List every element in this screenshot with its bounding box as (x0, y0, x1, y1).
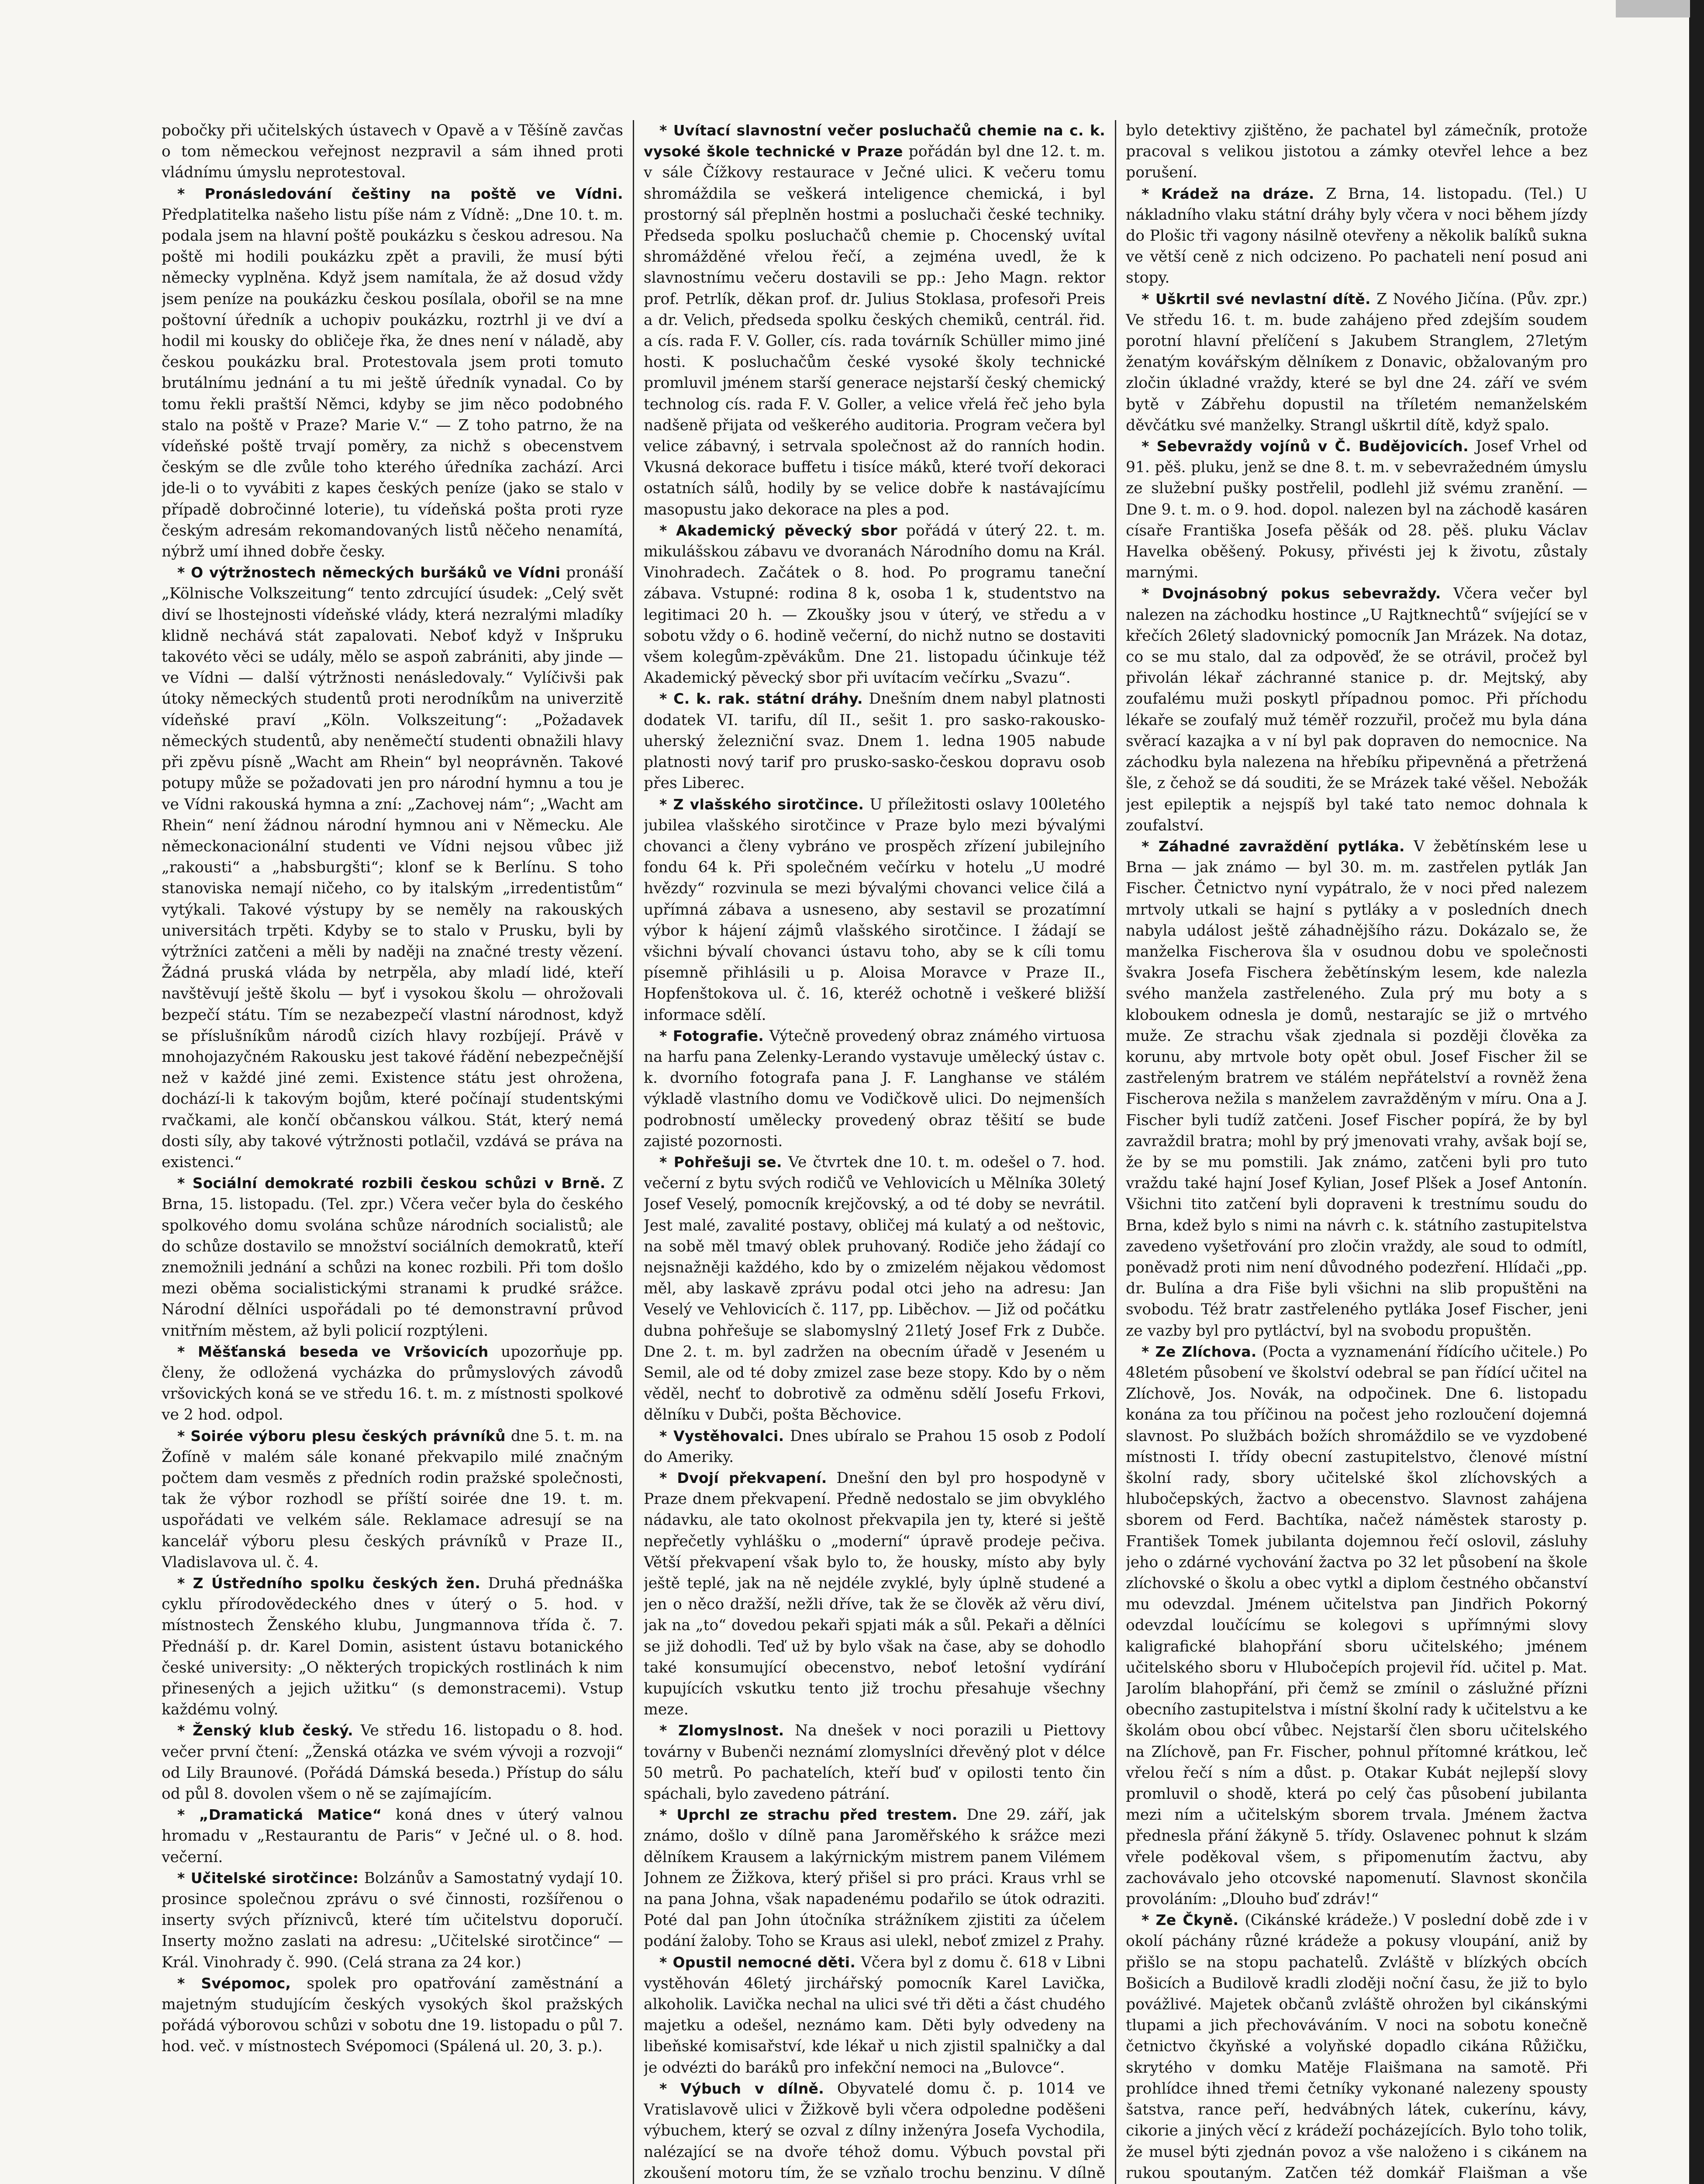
article-paragraph (162, 562, 623, 1173)
article-heading: * Fotografie. (659, 1027, 764, 1044)
article-paragraph (1126, 1910, 1587, 2184)
article-heading: * Pohřešuji se. (659, 1153, 782, 1171)
scan-edge (1689, 0, 1704, 2184)
article-heading: * Vystěhovalci. (659, 1427, 784, 1444)
article-text: Ve čtvrtek dne 10. t. m. odešel o 7. hod. večerní z bytu svých rodičů ve Vehlovicích u Mělníka 30letý Josef Veselý, pomocník krejčovský, a od té doby se nevrátil. Jest malé, zavalité postavy, obličej má kulatý a od neštovic, na sobě měl tmavý oblek pruhovaný. Rodiče jeho žádají co nejsnažněji každého, kdo by o zmizelém nějakou vědomost měl, aby laskavě zprávu podal otci jeho na adresu: Jan Veselý ve Vehlovicích č. 117, pp. Liběchov. — Již od počátku dubna pohřešuje se slabomyslný 21letý Josef Frk z Dubče. Dne 2. t. m. byl zadržen na obecním úřadě v Jeseném u Semil, ale od té doby zmizel zase beze stopy. Kdo by o něm věděl, nechť to dobrotivě za odměnu sdělí Josefu Frkovi, dělníku v Dubči, pošta Běchovice. (644, 1153, 1105, 1424)
article-paragraph (644, 1426, 1105, 1468)
article-text: koná dnes v úterý valnou hromadu v „Restaurantu de Paris“ v Ječné ul. o 8. hod. večerní. (162, 1806, 623, 1866)
article-heading: * Svépomoc, (177, 1974, 291, 1992)
article-heading: * Soirée výboru plesu českých právníků (177, 1427, 506, 1444)
article-paragraph (644, 1026, 1105, 1152)
article-heading: * Zlomyslnost. (659, 1722, 784, 1739)
article-text: Bolzánův a Samostatný vydají 10. prosince společnou zprávu o své činnosti, rozšířenou o inserty svých příznivců, které tím učitelstvu doporučí. Inserty možno zaslati na adresu: „Učitelské sirotčince“ — Král. Vinohrady č. 990. (Celá strana za 24 kor.) (162, 1869, 623, 1971)
article-heading: * Uprchl ze strachu před trestem. (659, 1806, 958, 1824)
article-text: dne 5. t. m. na Žofíně v malém sále konané překvapilo milé značným počtem dam vesměs z předních rodin pražské společnosti, tak že výbor rozhodl se příští soirée dne 19. t. m. uspořádati ve velkém sále. Reklamace adresují se na kancelář výboru plesu českých právníků v Praze II., Vladislavova ul. č. 4. (162, 1427, 623, 1571)
article-text: bylo detektivy zjištěno, že pachatel byl zámečník, protože pracoval s velikou jistotou a zámky otevřel lehce a bez porušení. (1126, 122, 1587, 182)
article-text: Z Brna, 15. listopadu. (Tel. zpr.) Včera večer byla do českého spolkového domu svolána schůze národních socialistů; ale do schůze dostavilo se množství sociálních demokratů, kteří znemožnili jednání a schůzi na konec rozbili. Při tom došlo mezi oběma socialistickými stranami k prudké srážce. Národní dělníci uspořádali po té demonstravní průvod vnitřním městem, až byli policií rozptýleni. (162, 1175, 623, 1340)
article-paragraph (162, 1426, 623, 1573)
article-heading: * Dvojnásobný pokus sebevraždy. (1142, 585, 1441, 602)
article-text: Ve středu 16. listopadu o 8. hod. večer první čtení: „Ženská otázka ve svém vývoji a rozvoji“ od Lily Braunové. (Pořádá Dámská beseda.) Přístup do sálu od půl 8. dovolen všem o ně se zajímajícím. (162, 1722, 623, 1803)
article-paragraph (162, 1573, 623, 1720)
article-heading: * Dvojí překvapení. (659, 1469, 827, 1486)
article-text: Obyvatelé domu č. p. 1014 ve Vratislavově ulici v Žižkově byli včera odpoledne poděšeni výbuchem, který se ozval z dílny inženýra Josefa Vychodila, nalézající se na dvoře téhož domu. Výbuch povstal při zkoušení motoru tím, že se vzňalo trochu benzinu. V dílně (644, 2080, 1105, 2182)
article-text: Dnešní den byl pro hospodyně v Praze dnem překvapení. Předně nedostalo se jim obvyklého nádavku, ale tato okolnost překvapila jen ty, které si ještě nepřečetly vyhlášku o „moderní“ úpravě prodeje pečiva. Větší překvapení však bylo to, že housky, místo aby byly ještě teplé, jak na ně nejdéle zvyklé, byly úplně studené a jen o něco dražší, nežli dříve, tak že se člověk až věru diví, jak na „to“ dovedou pekaři spjati mák a sůl. Pekaři a dělníci se již dohodli. Teď už by bylo však na čase, aby se dohodlo také konsumující obecenstvo, neboť letošní vydírání kupujících vskutku tento již trochu přesahuje všechny meze. (644, 1469, 1105, 1719)
article-text: Dnes ubíralo se Prahou 15 osob z Podolí do Ameriky. (644, 1427, 1105, 1466)
article-text: (Pocta a vyznamenání řídícího učitele.) Po 48letém působení ve školství odebral se pan řídící učitel na Zlíchově, Jos. Novák, na odpočinek. Dne 6. listopadu konána za tou příčinou na počest jeho rozloučení dojemná slavnost. Po službách božích shromáždilo se ve vyzdobené místnosti I. třídy obecní zastupitelstvo, členové místní školní rady, sbory učitelské škol zlíchovských a hlubočepských, žactvo a obecenstvo. Slavnost zahájena sborem od Ferd. Bachtíka, načež náměstek starosty p. František Tomek jubilanta dojemnou řečí oslovil, zásluhy jeho o zdárné vychování žactva po 32 let působení na škole zlíchovské o školu a obec vytkl a diplom čestného občanství mu odevzdal. Jménem učitelstva pan Jindřich Pokorný odevzdal loučícímu se kolegovi s upřímnými slovy kaligrafické blahopřání sboru učitelského; jménem učitelského sboru v Hlubočepích projevil říd. učitel p. Mat. Jarolím blahopřání, při čemž se zmínil o záslužné přízni obecního zastupitelstva i místní školní rady k učitelstvu a ke školám obou obcí vůbec. Nejstarší člen sboru učitelského na Zlíchově, pan Fr. Fischer, pohnul přítomné krátkou, leč vřelou řečí s ním a důst. p. Otakar Kubát nejlepší slovy promluvil o shodě, která po celý čas působení jubilanta mezi ním a učitelským sborem trvala. Jménem žactva přednesla přání žákyně 5. třídy. Oslavenec pohnut k slzám vřele poděkoval všem, s připomenutím žactvu, aby zachovávalo jeho otcovské napomenutí. Slavnost skončila provoláním: „Dlouho buď zdráv!“ (1126, 1343, 1587, 1908)
article-text: Předplatitelka našeho listu píše nám z Vídně: „Dne 10. t. m. podala jsem na hlavní poště poukázku s českou adresou. Na poště mi hodili poukázku zpět a pravili, že musí býti německy vyplněna. Když jsem namítala, že až dosud vždy jsem peníze na poukázku českou posílala, obořil se na mne poštovní úředník a uchopiv poukázku, roztrhl ji ve dví a hodil mi kousky do obličeje řka, že dnes není v náladě, aby českou poukázku bral. Protestovala jsem proti tomuto brutálnímu jednání a tu mi ještě úředník vynadal. Co by tomu řekli praštší Němci, kdyby se jim něco podobného stalo na poště v Praze? Marie V.“ — Z toho patrno, že na vídeňské poště trvají poměry, za nichž s obecenstvem českým se dle zvůle toho kterého úředníka zachází. Arci jde-li o to vyvábiti z kapes českých peníze (jako se stalo v případě dobročinné loterie), tu vídeňská pošta proti ryze českým adresám rekomandovaných listů něčeho nenamítá, nýbrž umí ihned dobře česky. (162, 206, 623, 561)
article-text: Dne 29. září, jak známo, došlo v dílně pana Jaroměřského k srážce mezi dělníkem Krausem a lakýrnickým mistrem panem Vilémem Johnem ze Žižkova, který přišel si pro práci. Kraus vrhl se na pana Johna, však napadenému podařilo se útok odraziti. Poté dal pan John útočníka strážníkem zjistiti za účelem podání žaloby. Toho se Kraus asi ulekl, neboť zmizel z Prahy. (644, 1806, 1105, 1950)
article-heading: * „Dramatická Matice“ (177, 1806, 382, 1824)
article-paragraph (644, 688, 1105, 794)
article-text: Druhá přednáška cyklu přírodovědeckého dnes v úterý o 5. hod. v místnostech Ženského klubu, Jungmannova třída č. 7. Přednáší p. dr. Karel Domin, asistent ústavu botanického české university: „O některých tropických rostlinách k nim přinesených a jejich užitku“ (s demonstracemi). Vstup každému volný. (162, 1575, 623, 1719)
article-heading: * Sebevraždy vojínů v Č. Budějovicích. (1142, 438, 1469, 455)
column-rule (1115, 120, 1116, 2184)
article-heading: * Ženský klub český. (177, 1722, 353, 1739)
article-text: pronáší „Kölnische Volkszeitung“ tento zdrcující úsudek: „Celý svět diví se lhostejnosti vídeňské vlády, která nezralými mladíky klidně nechává stát zapalovati. Neboť když v Inšpruku takovéto věci se udály, mělo se aspoň zabrániti, aby jinde — ve Vídni — další výtržnosti nenásledovaly.“ Vylíčivši pak útoky německých studentů proti nerodníkům na univerzitě vídeňské praví „Köln. Volkszeitung“: „Požadavek německých studentů, aby neněmečtí studenti obnažili hlavy při zpěvu písně „Wacht am Rhein“ byl neoprávněn. Takové potupy může se požadovati jen pro národní hymnu a tou je ve Vídni rakouská hymna a zní: „Zachovej nám“; „Wacht am Rhein“ není žádnou národní hymnou ani v Německu. Ale německonacionální studenti ve Vídni nejsou vůbec již „rakousti“ a „habsburgšti“; klonf se k Berlínu. S toho stanoviska nemají ničeho, co by italským „irredentistům“ vytýkali. Takové výstupy by se neměly na rakouských universitách trpěti. Kdyby se to stalo v Prusku, byli by výtržníci zatčeni a měli by naději na značné tresty vězení. Žádná pruská vláda by netrpěla, aby mladí lidé, kteří navštěvují ještě školu — byť i vysokou školu — ohrožovali bezpečí státu. Tím se nezabezpečí vlastní národnost, když se příslušníkům národů cizích hlavy rozbíjejí. Právě v mnohojazyčném Rakousku jest takové řádění nebezpečnější než v každé jiné zemi. Existence státu jest ohrožena, dochází-li k takovým bojům, které počínají studentskými rvačkami, ale končí občanskou válkou. Stát, který nemá dosti síly, aby takové výtržnosti potlačil, vzdává se práva na existenci.“ (162, 564, 623, 1171)
article-paragraph (644, 120, 1105, 520)
article-paragraph (162, 1868, 623, 1973)
article-paragraph (1126, 436, 1587, 583)
article-paragraph (162, 183, 623, 563)
article-text: pořádán byl dne 12. t. m. v sále Čížkovy restaurace v Ječné ulici. K večeru tomu shromáždila se veškerá inteligence chemická, i byl prostorný sál přeplněn hostmi a posluchači české techniky. Předseda spolku posluchačů chemie p. Chocenský uvítal shromážděné vřelou řečí, a zejména uvedl, že k slavnostnímu večeru dostavili se pp.: Jeho Magn. rektor prof. Petrlík, děkan prof. dr. Julius Stoklasa, profesoři Preis a dr. Velich, předseda spolku českých chemiků, centrál. řid. a cís. rada F. V. Goller, cís. rada továrník Schüller mimo jiné hosti. K posluchačům české vysoké školy technické promluvil jménem starší generace nejstarší český chemický technolog cís. rada F. V. Goller, a velice vřelá řeč jeho byla nadšeně přijata od veškerého auditoria. Program večera byl velice zábavný, i setrvala společnost až do ranních hodin. Vkusná dekorace buffetu i tisíce máků, které tvoří dekoraci ostatních sálů, hodily by se velice dobře k nastávajícímu masopustu jako dekorace na ples a pod. (644, 143, 1105, 518)
article-paragraph (1126, 583, 1587, 836)
article-heading: * Měšťanská beseda ve Vršovicích (177, 1343, 489, 1360)
article-paragraph (1126, 289, 1587, 436)
article-text: Z Brna, 14. listopadu. (Tel.) U nákladního vlaku státní dráhy byly včera v noci během jízdy do Plošic tři vagony násilně otevřeny a několik balíků sukna ve větší ceně z nich odcizeno. Po pachateli není posud ani stopy. (1126, 185, 1587, 287)
article-text: V žebětínském lese u Brna — jak známo — byl 30. m. m. zastřelen pytlák Jan Fischer. Četnictvo nyní vypátralo, že v noci před nalezem mrtvoly utkali se hajní s pytláky a v posledních dnech nabyla událost ještě záhadnějšího rázu. Dokázalo se, že manželka Fischerova šla v osudnou dobu ve společnosti švakra Josefa Fischera žebětínským lesem, kde nalezla svého manžela zastřeleného. Zula prý mu boty a s kloboukem odnesla je domů, nestarajíc se již o mrtvého muže. Ze strachu však zjednala si později člověka za korunu, aby mrtvole boty opět obul. Josef Fischer žil se zastřeleným bratrem ve stálém nepřátelství a rovněž žena Fischerova nežila s manželem zavražděným v míru. Ona a J. Fischer byli tudíž zatčeni. Josef Fischer popírá, že by byl zavraždil bratra; mohl by prý jmenovati vrahy, avšak bojí se, že by se mu pomstili. Jak známo, zatčeni byli pro tuto vraždu také hajní Josef Kylian, Josef Plšek a Josef Antonín. Všichni tito zatčení byli dopraveni k trestnímu soudu do Brna, kdež bylo s nimi na návrh c. k. státního zastupitelstva zavedeno vyšetřování pro zločin vraždy, ale soud to odmítl, poněvadž proti nim není důvodného podezření. Hlídači „pp. dr. Bulína a dra Fiše byli všichni na slib propuštěni na svobodu. Též bratr zastřeleného pytláka Josef Fischer, jeni ze vazby byl pro pytláctví, byl na svobodu propuštěn. (1126, 837, 1587, 1340)
article-text: (Cikánské krádeže.) V poslední době zde i v okolí páchány různé krádeže a pokusy vloupání, aniž by přišlo se na stopu pachatelů. Zvláště v blízkých obcích Bošicích a Budilově kradli zloději noční času, že již to bylo povážlivé. Majetek občanů zvláště ohrožen byl cikánskými tlupami a jich přechováváním. V noci na sobotu konečně četnictvo čkyňské a volyňské dopadlo cikána Růžičku, skrytého v domku Matěje Flaišmana na samotě. Při prohlídce ihned třemi četníky vykonané nalezeny spousty šatstva, rance peří, hedvábných látek, cukerínu, kávy, cikorie a jiných věcí z krádeží pocházejících. Bylo toho tolik, že musel býti zjednán povoz a vše naloženo i s cikánem na rukou spoutaným. Zatčen též domkář Flaišman a vše (1126, 1911, 1587, 2182)
article-text: pobočky při učitelských ústavech v Opavě a v Těšíně zavčas o tom německou veřejnost nezpravil a sám ihned proti vládnímu úmyslu neprotestoval. (162, 122, 623, 182)
article-heading: * Výbuch v dílně. (659, 2080, 824, 2097)
article-text: Dnešním dnem nabyl platnosti dodatek VI. tarifu, díl II., sešit 1. pro sasko-rakousko-uherský železniční svaz. Dnem 1. ledna 1905 nabude platnosti nový tarif pro prusko-sasko-českou dopravu osob přes Liberec. (644, 690, 1105, 792)
article-paragraph (162, 1173, 623, 1341)
article-text: pořádá v úterý 22. t. m. mikulášskou zábavu ve dvoranách Národního domu na Král. Vinohradech. Začátek o 8. hod. Po programu taneční zábava. Vstupné: rodina 8 k, osoba 1 k, studentstvo na legitimaci 20 h. — Zkoušky jsou v úterý, ve středu a v sobotu vždy o 6. hodině večerní, do nichž nutno se dostaviti všem kolegům-zpěvákům. Dne 21. listopadu účinkuje též Akademický pěvecký sbor při uvítacím večírku „Svazu“. (644, 522, 1105, 687)
article-heading: * Uškrtil své nevlastní dítě. (1142, 290, 1371, 308)
article-paragraph (644, 794, 1105, 1026)
article-paragraph (162, 1804, 623, 1868)
article-paragraph (1126, 183, 1587, 289)
article-paragraph (644, 1720, 1105, 1804)
article-paragraph (162, 1341, 623, 1426)
article-paragraph (644, 1468, 1105, 1720)
article-paragraph (162, 120, 623, 183)
article-heading: * Pronásledování češtiny na poště ve Vídni. (177, 185, 623, 202)
article-text: Na dnešek v noci porazili u Piettovy továrny v Bubenči neznámí zlomyslníci dřevěný plot v délce 50 metrů. Po pachatelích, kteří buď v opilosti tento čin spáchali, bylo zavedeno pátrání. (644, 1722, 1105, 1803)
column-right (1126, 120, 1587, 2184)
article-heading: * C. k. rak. státní dráhy. (659, 690, 863, 708)
column-rule (633, 120, 634, 2184)
article-paragraph (644, 520, 1105, 689)
article-paragraph (1126, 836, 1587, 1341)
column-middle (644, 120, 1105, 2184)
article-heading: * O výtržnostech německých buršáků ve Vídni (177, 564, 561, 581)
article-paragraph (644, 2078, 1105, 2184)
article-heading: * Z Ústředního spolku českých žen. (177, 1575, 481, 1592)
article-paragraph (644, 1952, 1105, 2078)
article-paragraph (162, 1973, 623, 2057)
article-heading: * Záhadné zavraždění pytláka. (1142, 837, 1405, 855)
article-text: Z Nového Jičína. (Pův. zpr.) Ve středu 16. t. m. bude zahájeno před zdejším soudem porotní hlavní přelíčení s Jakubem Stranglem, 27letým ženatým kovářským dělníkem z Donavic, obžalovaným pro zločin úkladné vraždy, které se byl dne 24. září ve svém bytě v Zábřehu dopustil na tříletém nemanželském děvčátku své manželky. Strangl uškrtil dítě, když spalo. (1126, 290, 1587, 434)
article-paragraph (162, 1720, 623, 1804)
article-paragraph (1126, 120, 1587, 183)
article-text: Včera večer byl nalezen na záchodku hostince „U Rajtknechtů“ svíjející se v křečích 26letý sladovnický pomocník Jan Mrázek. Na dotaz, co se mu stalo, dal za odpověď, že se otrávil, pročež byl přivolán lékař záchranné stanice p. dr. Mejtský, aby zoufalému muži poskytl případnou pomoc. Při příchodu lékaře se zoufalý muž téměř rozzuřil, pročež mu byla dána svěrací kazajka a v ní byl pak dopraven do nemocnice. Na záchodku byla nalezena na hřebíku připevněná a přetržená šle, z čehož se dá souditi, že se Mrázek také věšel. Nebožák jest epileptik a nejspíš byl také tato nemoc dohnala k zoufalství. (1126, 585, 1587, 834)
article-text: Výtečně provedený obraz známého virtuosa na harfu pana Zelenky-Lerando vystavuje umělecký ústav c. k. dvorního fotografa pana J. F. Langhanse ve stálém výkladě vlastního domu ve Vodičkově ulici. Do nejmenších podrobností umělecky provedený obraz těšití se bude zajisté pozornosti. (644, 1027, 1105, 1150)
article-heading: * Ze Zlíchova. (1142, 1343, 1257, 1360)
article-heading: * Krádež na dráze. (1142, 185, 1314, 202)
article-heading: * Uvítací slavnostní večer posluchačů chemie na c. k. vysoké škole technické v Praze (644, 122, 1105, 160)
article-heading: * Učitelské sirotčince: (177, 1869, 359, 1887)
article-heading: * Sociální demokraté rozbili českou schůzi v Brně. (177, 1175, 606, 1192)
article-heading: * Opustil nemocné děti. (659, 1953, 856, 1971)
article-paragraph (1126, 1341, 1587, 1910)
article-heading: * Ze Čkyně. (1142, 1911, 1239, 1929)
article-text: Včera byl z domu č. 618 v Libni vystěhován 46letý jirchářský pomocník Karel Lavička, alkoholik. Lavička nechal na ulici své tři děti a část chudého majetku a odešel, neznámo kam. Děti byly odvedeny na libeňské komisařství, kde lékař u nich zjistil spalničky a dal je odvézti do baráků pro infekční nemoci na „Bulovce“. (644, 1953, 1105, 2077)
article-paragraph (644, 1152, 1105, 1426)
article-text: upozorňuje pp. členy, že odložená vycházka do průmyslových závodů vršovických koná se ve středu 16. t. m. z místnosti spolkové ve 2 hod. odpol. (162, 1343, 623, 1424)
article-text: U příležitosti oslavy 100letého jubilea vlašského sirotčince v Praze bylo mezi bývalými chovanci a členy vybráno ve prospěch zřízení jubilejního fondu 64 k. Při společném večírku v hotelu „U modré hvězdy“ rozvinula se mezi bývalými chovanci velice čilá a upřímná zábava a usneseno, aby sestavil se prozatímní výbor k hájení zájmů vlašského sirotčince. I žádají se všichni bývalí chovanci ústavu toho, aby se k cíli tomu písemně přihlásili u p. Aloisa Moravce v Praze II., Hopfenštokova ul. č. 16, kteréž ochotně i veškeré bližší informace sdělí. (644, 795, 1105, 1024)
article-heading: * Z vlašského sirotčince. (659, 795, 864, 813)
scan-edge-top (1616, 0, 1690, 17)
column-left (162, 120, 623, 2184)
article-text: Josef Vrhel od 91. pěš. pluku, jenž se dne 8. t. m. v sebevražedném úmyslu ze služební pušky postřelil, podlehl již svému zranění. — Dne 9. t. m. o 9. hod. dopol. nalezen byl na záchodě kasáren císaře Františka Josefa pěšák od 28. pěš. pluku Václav Havelka oběšený. Pokusy, přivésti jej k životu, zůstaly marnými. (1126, 438, 1587, 582)
article-text: spolek pro opatřování zaměstnání a majetným studujícím českých vysokých škol pražských pořádá výborovou schůzi v sobotu dne 19. listopadu o půl 7. hod. več. v místnostech Svépomoci (Spálená ul. 20, 3. p.). (162, 1974, 623, 2056)
article-heading: * Akademický pěvecký sbor (659, 522, 897, 539)
columns (162, 120, 1587, 2184)
article-paragraph (644, 1804, 1105, 1952)
